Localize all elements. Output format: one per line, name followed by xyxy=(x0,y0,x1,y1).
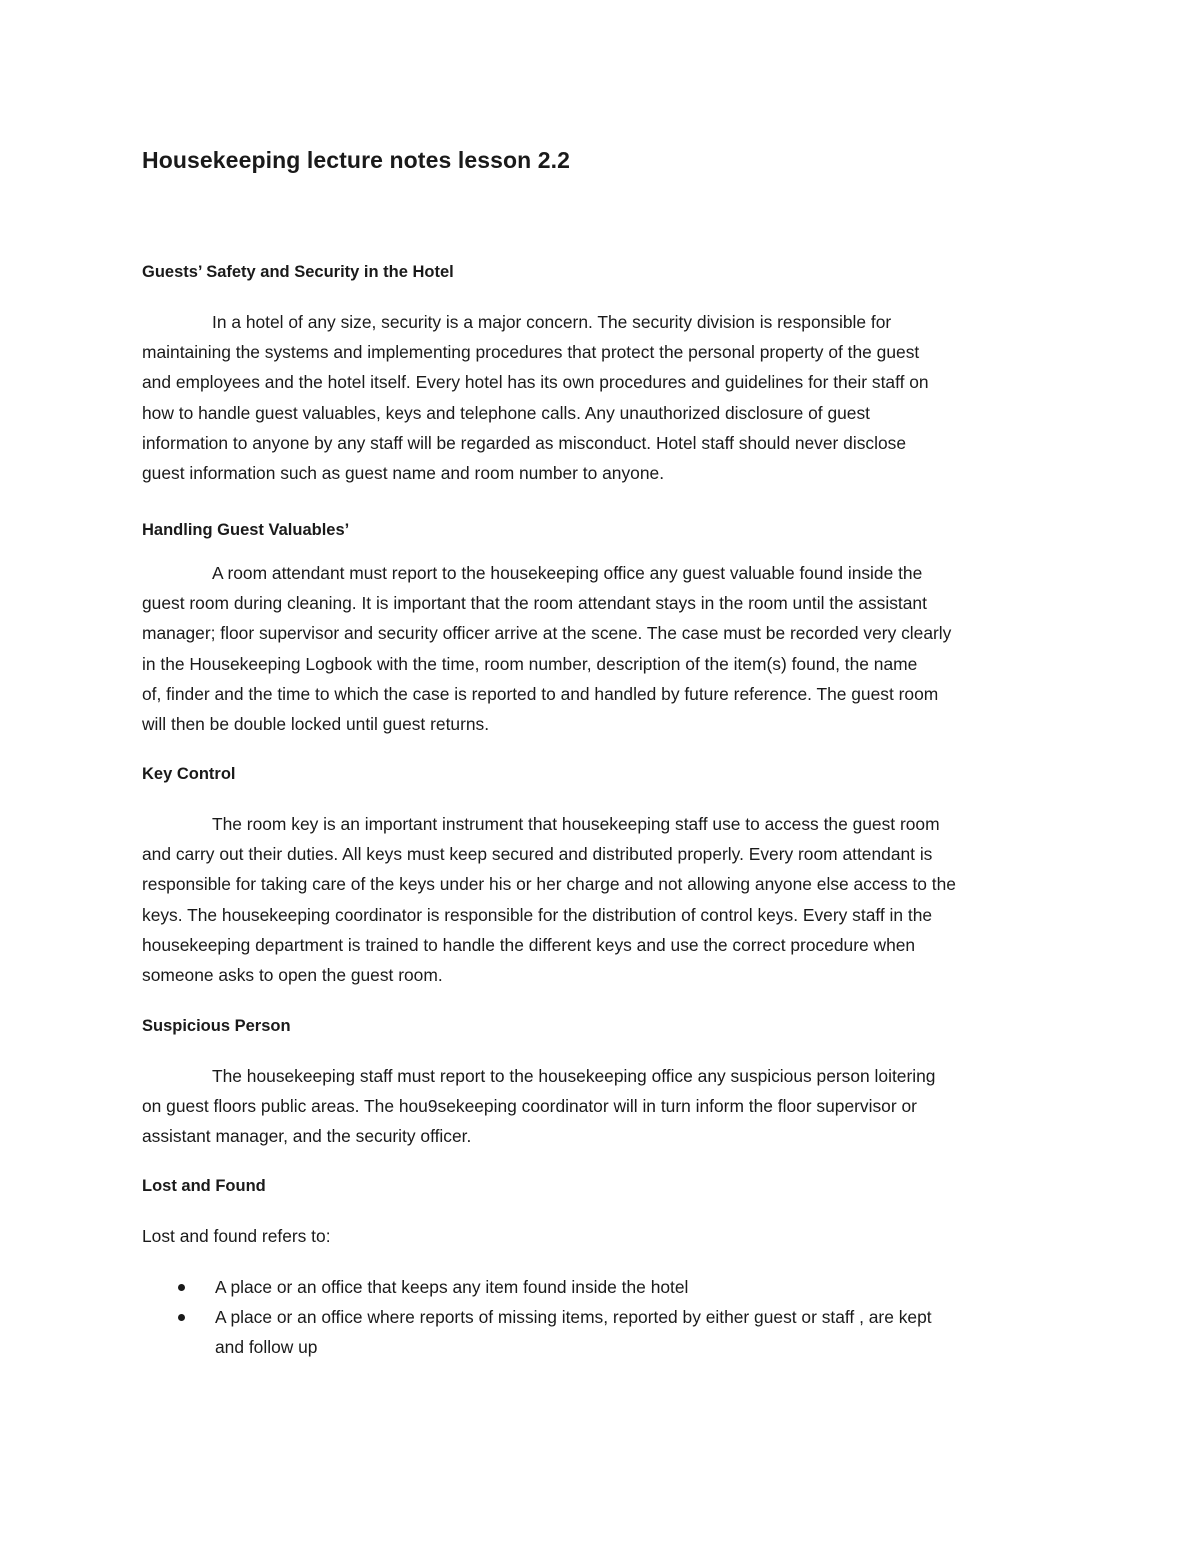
list-item xyxy=(142,1302,1062,1362)
paragraph-line: The room key is an important instrument that housekeeping staff use to access the guest room xyxy=(212,814,940,834)
section-heading-guest-safety: Guests’ Safety and Security in the Hotel xyxy=(142,263,454,281)
paragraph-line: In a hotel of any size, security is a major concern. The security division is responsible for xyxy=(212,312,892,332)
paragraph-line: of, finder and the time to which the case is reported to and handled by future reference. The guest room xyxy=(142,683,939,704)
bullet-dot-icon xyxy=(178,1284,185,1291)
list-item-line: and follow up xyxy=(215,1337,318,1358)
section-heading-lost-and-found: Lost and Found xyxy=(142,1177,266,1195)
paragraph-line: guest room during cleaning. It is important that the room attendant stays in the room until the assistant xyxy=(142,593,927,614)
section-heading-key-control: Key Control xyxy=(142,765,236,783)
paragraph-line: The housekeeping staff must report to the housekeeping office any suspicious person loitering xyxy=(212,1066,936,1086)
paragraph-line: and carry out their duties. All keys must keep secured and distributed properly. Every room attendant is xyxy=(142,844,933,865)
lost-and-found-intro xyxy=(142,1221,1062,1251)
paragraph-line: information to anyone by any staff will be regarded as misconduct. Hotel staff should never disclose xyxy=(142,432,906,453)
paragraph-line: guest information such as guest name and room number to anyone. xyxy=(142,462,665,483)
paragraph-line: responsible for taking care of the keys under his or her charge and not allowing anyone else access to the xyxy=(142,874,956,895)
section-heading-suspicious-person: Suspicious Person xyxy=(142,1017,291,1035)
lost-and-found-list xyxy=(142,1272,1062,1363)
paragraph-line: on guest floors public areas. The hou9sekeeping coordinator will in turn inform the floor supervisor or xyxy=(142,1096,917,1117)
paragraph-line: housekeeping department is trained to handle the different keys and use the correct procedure when xyxy=(142,934,916,955)
paragraph-key-control xyxy=(142,809,1062,990)
paragraph-line: maintaining the systems and implementing procedures that protect the personal property of the guest xyxy=(142,342,920,363)
paragraph-guest-valuables xyxy=(142,558,1062,739)
paragraph-line: A room attendant must report to the housekeeping office any guest valuable found inside the xyxy=(212,563,923,583)
list-item-line: A place or an office that keeps any item found inside the hotel xyxy=(215,1277,689,1297)
paragraph-line: how to handle guest valuables, keys and telephone calls. Any unauthorized disclosure of guest xyxy=(142,402,870,423)
paragraph-line: Lost and found refers to: xyxy=(142,1226,331,1246)
document-title: Housekeeping lecture notes lesson 2.2 xyxy=(142,147,571,173)
paragraph-guest-safety xyxy=(142,307,1062,488)
paragraph-line: keys. The housekeeping coordinator is responsible for the distribution of control keys. Every staff in the xyxy=(142,904,933,925)
paragraph-suspicious-person xyxy=(142,1061,1062,1152)
paragraph-line: assistant manager, and the security officer. xyxy=(142,1126,472,1147)
paragraph-line: and employees and the hotel itself. Every hotel has its own procedures and guidelines for their staff on xyxy=(142,372,929,393)
list-item xyxy=(142,1272,1062,1302)
section-heading-guest-valuables: Handling Guest Valuables’ xyxy=(142,521,350,539)
paragraph-line: manager; floor supervisor and security officer arrive at the scene. The case must be recorded very clearly xyxy=(142,623,952,644)
paragraph-line: someone asks to open the guest room. xyxy=(142,964,443,985)
paragraph-line: in the Housekeeping Logbook with the time, room number, description of the item(s) found, the name xyxy=(142,653,918,674)
list-item-line: A place or an office where reports of missing items, reported by either guest or staff , are kept xyxy=(215,1307,932,1328)
bullet-dot-icon xyxy=(178,1314,185,1321)
paragraph-line: will then be double locked until guest returns. xyxy=(142,713,490,734)
